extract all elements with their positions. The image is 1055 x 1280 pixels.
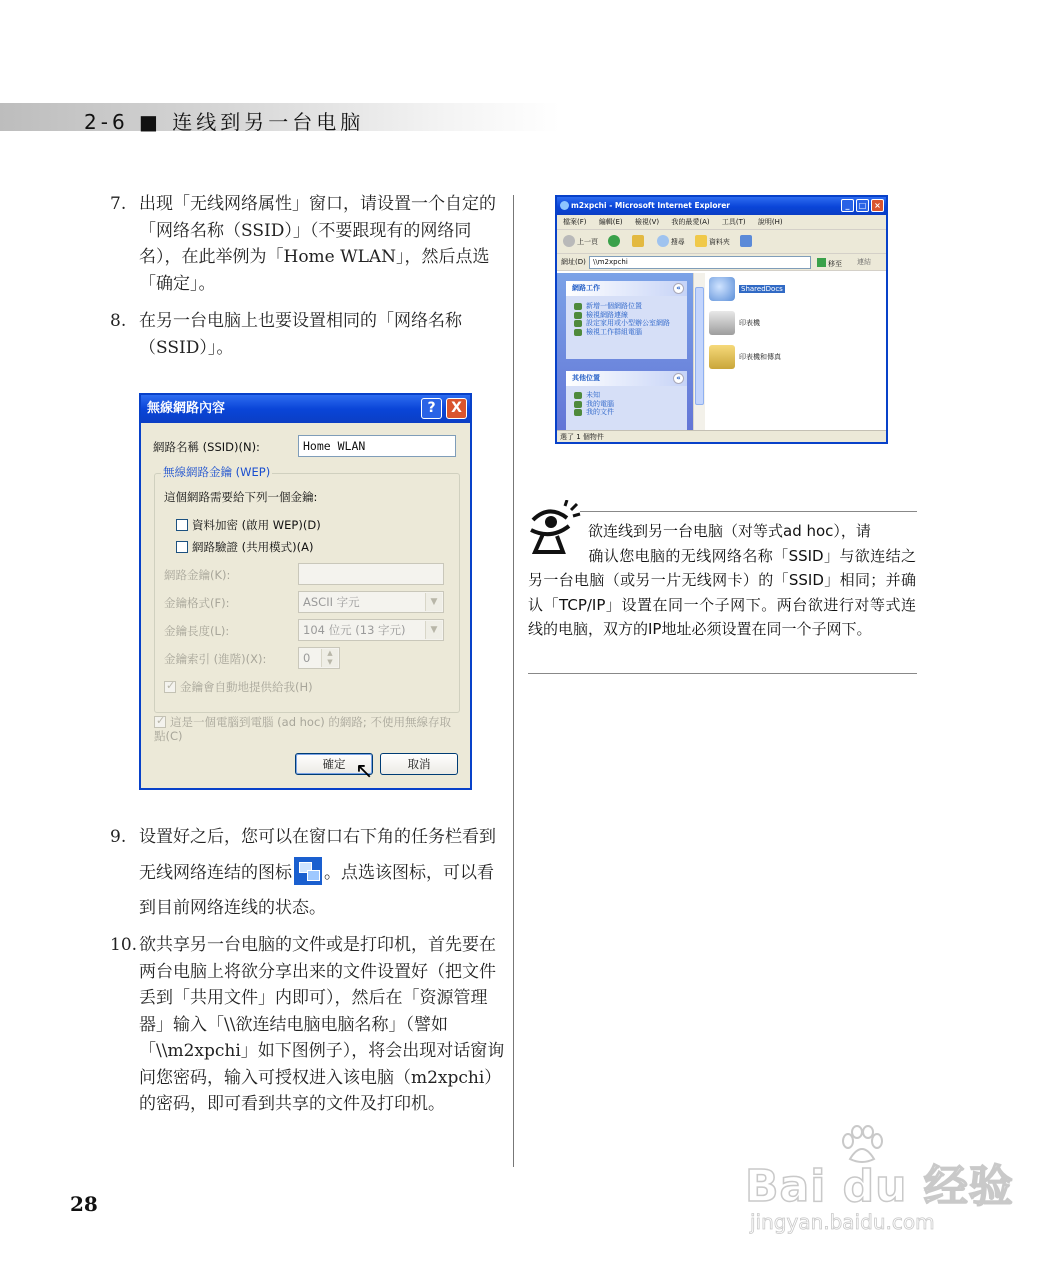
forward-button[interactable]: [608, 238, 622, 246]
auto-key-checkbox[interactable]: [164, 679, 313, 695]
other-places-header[interactable]: 其他位置 «: [566, 371, 687, 386]
adhoc-label: 這是一個電腦到電腦 (ad hoc) 的網路; 不使用無線存取點(C): [154, 715, 451, 743]
shared-docs-item[interactable]: SharedDocs: [709, 277, 785, 301]
ok-button[interactable]: 確定: [295, 753, 373, 775]
folders-button[interactable]: 資料夾: [695, 238, 730, 246]
step-number: 9.: [110, 827, 127, 847]
step-9: [110, 820, 505, 927]
menu-file[interactable]: 檔案(F): [563, 218, 587, 226]
network-auth-label: 網路驗證 (共用模式)(A): [192, 540, 314, 554]
section-title: 2-6 ■ 连线到另一台电脑: [84, 110, 365, 134]
tip-rest-text: 确认您电脑的无线网络名称「SSID」与欲连结之另一台电脑（或另一片无线网卡）的「SSID」相同；并确认「TCP/IP」设置在同一个子网下。两台欲进行对等式连线的电脑，双方的IP地址必须设置在同一个子网下。: [528, 546, 916, 638]
key-index-spinner[interactable]: [298, 647, 340, 669]
explorer-menu-bar: [557, 215, 886, 230]
search-icon: [657, 235, 669, 247]
folder-icon: [695, 235, 707, 247]
address-bar: [557, 254, 886, 271]
key-index-value: 0: [303, 651, 311, 665]
tip-bottom-rule: [528, 673, 917, 674]
links-button[interactable]: 連結: [857, 258, 871, 266]
key-length-value: 104 位元 (13 字元): [303, 623, 406, 637]
tip-top-rule: [580, 511, 917, 512]
tip-text-block: [528, 519, 916, 642]
wep-group-label: 無線網路金鑰 (WEP): [163, 465, 271, 479]
explorer-toolbar: [557, 230, 886, 254]
wireless-network-tray-icon: [294, 857, 322, 885]
menu-view[interactable]: 檢視(V): [634, 218, 660, 226]
key-format-select[interactable]: [298, 591, 444, 613]
printers-item[interactable]: 印表機: [709, 311, 760, 335]
collapse-chevron-icon[interactable]: «: [673, 373, 684, 384]
task-pane-scrollbar[interactable]: [693, 273, 705, 431]
printers-and-faxes-item[interactable]: 印表機和傳真: [709, 345, 781, 369]
up-folder-icon: [632, 235, 644, 247]
ssid-input[interactable]: Home WLAN: [298, 435, 456, 457]
step-7: [110, 191, 505, 297]
task-setup-home-network[interactable]: 設定家用或小型辦公室網路: [566, 319, 687, 328]
key-format-value: ASCII 字元: [303, 595, 360, 609]
address-label: 網址(D): [561, 258, 586, 266]
menu-help[interactable]: 說明(H): [757, 218, 783, 226]
ssid-label: 網路名稱 (SSID)(N):: [153, 440, 260, 454]
task-view-workgroup[interactable]: 檢視工作群組電腦: [566, 328, 687, 337]
go-arrow-icon: [817, 258, 826, 267]
wireless-properties-dialog: [139, 393, 472, 790]
place-unknown[interactable]: 未知: [566, 391, 687, 400]
step-number: 7.: [110, 194, 127, 214]
scrollbar-thumb[interactable]: [695, 287, 704, 405]
task-pane: [557, 273, 693, 431]
back-button[interactable]: 上一頁: [563, 238, 598, 246]
wep-group-description: 這個網路需要給下列一個金鑰:: [164, 490, 318, 504]
column-divider: [513, 195, 514, 1167]
printer-icon: [709, 311, 735, 335]
status-bar: 選了 1 個物件: [557, 430, 886, 442]
page-number: 28: [70, 1192, 98, 1216]
step-text: [139, 820, 505, 927]
views-button[interactable]: [740, 238, 754, 246]
baidu-watermark-url: jingyan.baidu.com: [750, 1210, 935, 1234]
tip-first-line: 欲连线到另一台电脑（对等式ad hoc），请: [588, 522, 871, 540]
auto-key-label: 金鑰會自動地提供給我(H): [180, 680, 313, 694]
explorer-title: m2xpchi - Microsoft Internet Explorer: [571, 201, 730, 210]
step-8: [110, 308, 505, 361]
menu-edit[interactable]: 編輯(E): [598, 218, 623, 226]
step-text-after-icon: 。点选该图标，可以看到目前网络连线的状态。: [139, 862, 494, 918]
network-tasks-panel: [566, 281, 687, 359]
explorer-title-bar: [557, 197, 886, 215]
address-input[interactable]: \\m2xpchi: [589, 256, 811, 269]
search-button[interactable]: 搜尋: [657, 238, 685, 246]
printer-folder-icon: [709, 345, 735, 369]
checkbox-icon: [154, 716, 166, 728]
baidu-watermark-logo: Bai du 经验: [745, 1161, 1014, 1212]
task-add-network-place[interactable]: 新增一個網路位置: [566, 302, 687, 311]
network-tasks-header[interactable]: 網路工作 «: [566, 281, 687, 296]
menu-tools[interactable]: 工具(T): [721, 218, 746, 226]
step-text: 在另一台电脑上也要设置相同的「网络名称（SSID）」。: [139, 311, 462, 358]
key-index-label: 金鑰索引 (進階)(X):: [164, 652, 267, 666]
mouse-pointer-icon: ↖: [355, 759, 374, 784]
network-auth-checkbox[interactable]: [176, 539, 313, 555]
dialog-title-bar: [141, 395, 470, 423]
step-text-before-icon: 设置好之后，您可以在窗口右下角的任务栏看到无线网络连结的图标: [139, 827, 496, 883]
menu-favorites[interactable]: 我的最愛(A): [671, 218, 710, 226]
internet-explorer-window: [555, 195, 888, 444]
checkbox-icon: [176, 519, 188, 531]
key-length-label: 金鑰長度(L):: [164, 624, 230, 638]
up-folder-button[interactable]: [632, 238, 646, 246]
step-text: 欲共享另一台电脑的文件或是打印机，首先要在两台电脑上将欲分享出来的文件设置好（把文件丢到「共用文件」内即可），然后在「资源管理器」输入「\\欲连结电脑电脑名称」（譬如「\\m2xpchi」如下图例子），将会出现对话窗询问您密码，输入可授权进入该电脑（m2xpchi）的密码，即可看到共享的文件及打印机。: [139, 935, 505, 1114]
dialog-title: 無線網路內容: [147, 401, 226, 416]
other-places-panel: [566, 371, 687, 431]
checkbox-icon: [164, 681, 176, 693]
spinner-arrows-icon: ▲ ▼: [321, 649, 338, 667]
data-encryption-checkbox[interactable]: [176, 517, 321, 533]
step-number: 8.: [110, 311, 127, 331]
close-button[interactable]: X: [446, 398, 467, 419]
step-10: [110, 932, 505, 1118]
help-button[interactable]: ?: [421, 398, 442, 419]
back-arrow-icon: [563, 235, 575, 247]
data-encryption-label: 資料加密 (啟用 WEP)(D): [192, 518, 321, 532]
forward-arrow-icon: [608, 235, 620, 247]
adhoc-checkbox[interactable]: [154, 715, 459, 743]
network-key-label: 網路金鑰(K):: [164, 568, 231, 582]
place-my-documents[interactable]: 我的文件: [566, 408, 687, 417]
step-number: 10.: [110, 935, 138, 955]
close-icon[interactable]: ×: [871, 199, 884, 212]
maximize-icon[interactable]: □: [856, 199, 869, 212]
checkbox-icon: [176, 541, 188, 553]
minimize-icon[interactable]: _: [841, 199, 854, 212]
cancel-button[interactable]: 取消: [380, 753, 458, 775]
views-icon: [740, 235, 752, 247]
shared-folder-icon: [709, 277, 735, 301]
chevron-down-icon: ▼: [425, 593, 442, 611]
task-view-connections[interactable]: 檢視網路連線: [566, 311, 687, 320]
step-text: 出现「无线网络属性」窗口，请设置一个自定的「网络名称（SSID）」（不要跟现有的网络同名），在此举例为「Home WLAN」，然后点选「确定」。: [139, 194, 496, 294]
collapse-chevron-icon[interactable]: «: [673, 283, 684, 294]
chevron-down-icon: ▼: [425, 621, 442, 639]
key-format-label: 金鑰格式(F):: [164, 596, 230, 610]
place-my-computer[interactable]: 我的電腦: [566, 400, 687, 409]
key-length-select[interactable]: [298, 619, 444, 641]
ie-icon: [560, 201, 569, 210]
go-button[interactable]: 移至: [817, 256, 842, 273]
network-key-input[interactable]: [298, 563, 444, 585]
